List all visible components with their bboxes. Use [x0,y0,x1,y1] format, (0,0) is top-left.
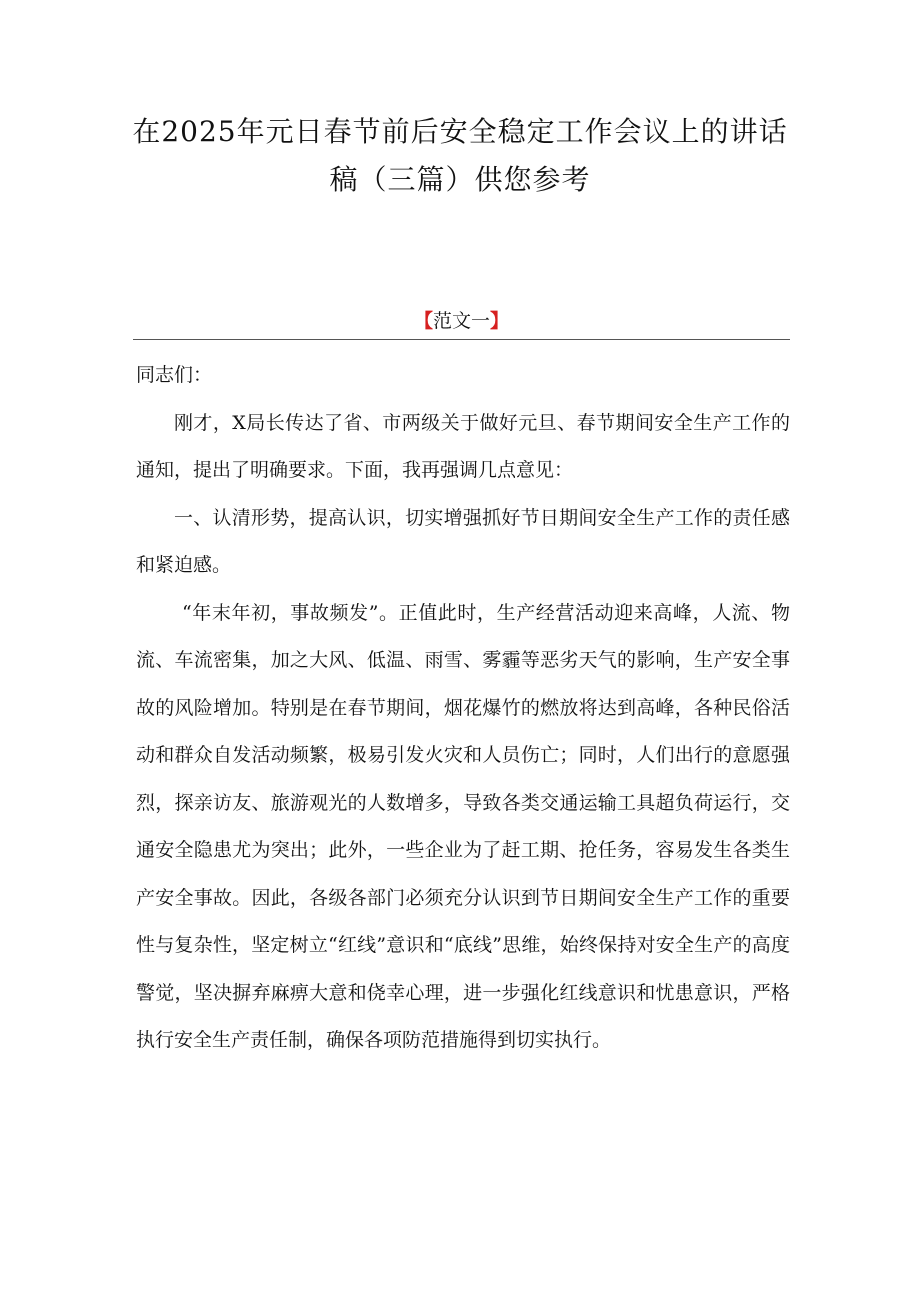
section-bracket-open: 【 [413,310,433,332]
body-paragraph: “年末年初，事故频发”。正值此时，生产经营活动迎来高峰，人流、物流、车流密集，加之大风、低温、雨雪、雾霾等恶劣天气的影响，生产安全事故的风险增加。特别是在春节期间，烟花爆竹的燃放将达到高峰，各种民俗活动和群众自发活动频繁，极易引发火灾和人员伤亡；同时，人们出行的意愿强烈，探亲访友、旅游观光的人数增多，导致各类交通运输工具超负荷运行，交通安全隐患尤为突出；此外，一些企业为了赶工期、抢任务，容易发生各类生产安全事故。因此，各级各部门必须充分认识到节日期间安全生产工作的重要性与复杂性，坚定树立“红线”意识和“底线”思维，始终保持对安全生产的高度警觉，坚决摒弃麻痹大意和侥幸心理，进一步强化红线意识和忧患意识，严格执行安全生产责任制，确保各项防范措施得到切实执行。 [136,601,790,1051]
body-paragraph: 刚才，X局长传达了省、市两级关于做好元旦、春节期间安全生产工作的通知，提出了明确要求。下面，我再强调几点意见： [136,411,790,481]
section-heading [133,307,790,335]
document-body [136,352,790,1065]
document-title [130,108,790,204]
section-bracket-close: 】 [490,310,510,332]
section-divider [133,339,790,340]
section-label: 范文一 [432,310,490,332]
salutation: 同志们： [136,364,213,386]
body-paragraph: 一、认清形势，提高认识，切实增强抓好节日期间安全生产工作的责任感和紧迫感。 [136,506,790,576]
title-line-1: 在2025年元日春节前后安全稳定工作会议上的讲话 [132,115,788,148]
title-line-2: 稿（三篇）供您参考 [329,163,591,196]
